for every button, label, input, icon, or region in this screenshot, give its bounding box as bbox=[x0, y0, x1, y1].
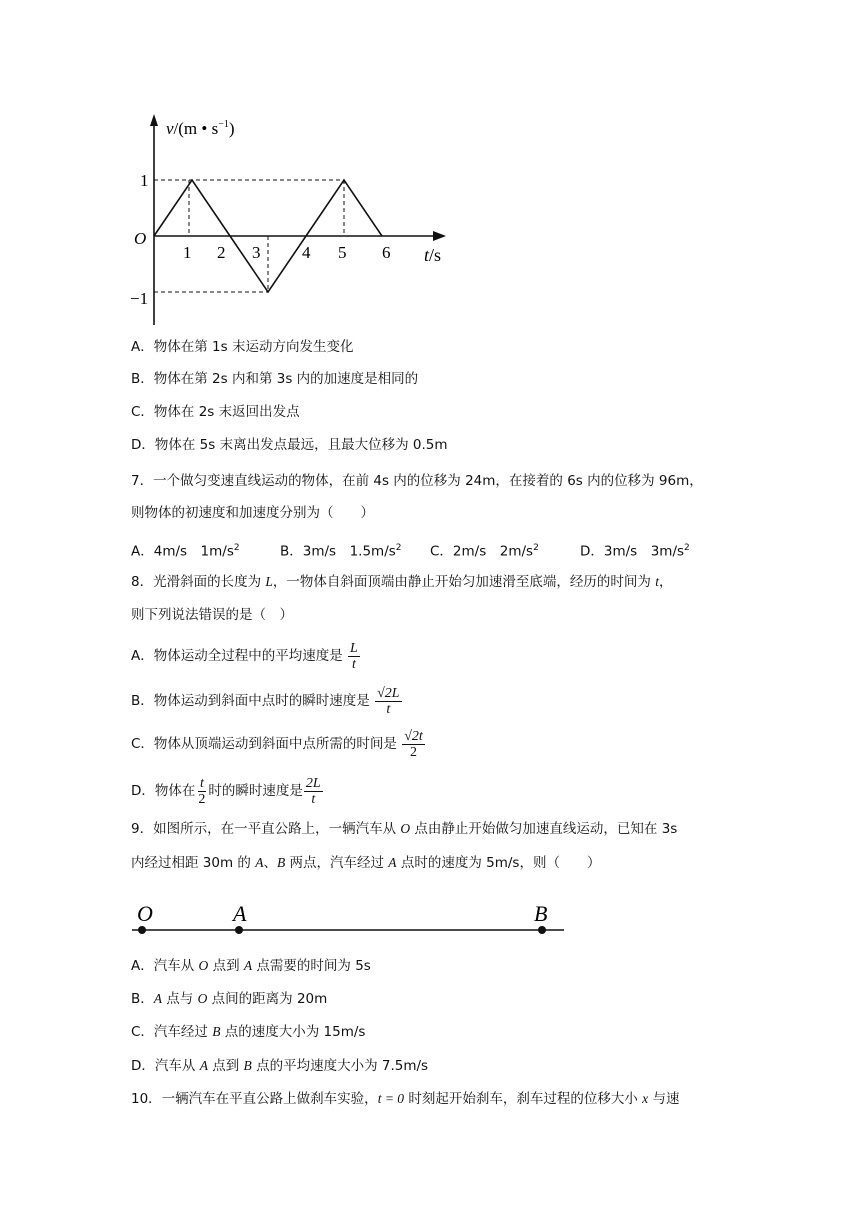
q9-stem-line1: 9．如图所示，在一平直公路上，一辆汽车从 O 点由静止开始做匀加速直线运动，已知在 3s bbox=[131, 821, 678, 837]
q6-option-c: C．物体在 2s 末返回出发点 bbox=[131, 404, 300, 420]
q9-option-b: B．A 点与 O 点间的距离为 20m bbox=[131, 991, 328, 1007]
label-b: B bbox=[534, 901, 548, 926]
q8-stem-line1: 8．光滑斜面的长度为 L，一物体自斜面顶端由静止开始匀加速滑至底端，经历的时间为 t， bbox=[131, 574, 673, 590]
q9-option-d: D．汽车从 A 点到 B 点的平均速度大小为 7.5m/s bbox=[131, 1058, 429, 1074]
q8-b-fraction: $\frac{√2L}{t}$ bbox=[377, 685, 400, 717]
q9-stem-line2: 内经过相距 30m 的 A、B 两点，汽车经过 A 点时的速度为 5m/s，则（ ） bbox=[131, 855, 601, 871]
q7-option-a: A．4m/s $1m/s^2$ bbox=[131, 543, 240, 560]
q7-option-c: C．2m/s $2m/s^2$ bbox=[430, 543, 539, 560]
x-axis-arrow bbox=[433, 231, 446, 241]
point-a bbox=[235, 926, 243, 934]
y-tick-1: 1 bbox=[140, 171, 149, 190]
q8-a-fraction: $\frac{L}{t}$ bbox=[350, 640, 358, 672]
x-tick-3: 3 bbox=[252, 243, 261, 262]
label-a: A bbox=[233, 901, 247, 926]
q7-stem-line2: 则物体的初速度和加速度分别为（ ） bbox=[131, 505, 374, 521]
q7-option-b: B．3m/s $1.5m/s^2$ bbox=[280, 543, 402, 560]
y-axis-label: v/(m • $s^{-1}$) bbox=[166, 119, 235, 138]
velocity-time-graph bbox=[120, 110, 460, 330]
y-axis-arrow bbox=[150, 114, 158, 126]
q9-option-a: A．汽车从 O 点到 A 点需要的时间为 5s bbox=[131, 958, 371, 974]
q8-d-fraction: $\frac{2L}{t}$ bbox=[305, 775, 321, 807]
q9-option-c: C．汽车经过 B 点的速度大小为 15m/s bbox=[131, 1024, 366, 1040]
q8-c-fraction: $\frac{√2t}{2}$ bbox=[404, 728, 423, 760]
x-tick-1: 1 bbox=[183, 243, 192, 262]
q8-d-time-fraction: $\frac{t}{2}$ bbox=[198, 775, 206, 807]
q6-option-b: B．物体在第 2s 内和第 3s 内的加速度是相同的 bbox=[131, 371, 419, 387]
x-axis-label: t/s bbox=[424, 245, 442, 265]
x-tick-6: 6 bbox=[382, 243, 391, 262]
road-diagram bbox=[128, 895, 578, 940]
point-b bbox=[538, 926, 546, 934]
q10-stem-line1: 10．一辆汽车在平直公路上做刹车实验，t = 0 时刻起开始刹车，刹车过程的位移大小 x 与速 bbox=[131, 1091, 680, 1107]
label-o: O bbox=[137, 901, 153, 926]
x-tick-4: 4 bbox=[302, 243, 311, 262]
q6-option-a: A．物体在第 1s 末运动方向发生变化 bbox=[131, 339, 354, 355]
x-tick-5: 5 bbox=[338, 243, 347, 262]
q8-option-c: C．物体从顶端运动到斜面中点所需的时间是 $\frac{√2t}{2}$ bbox=[131, 728, 423, 760]
q7-stem-line1: 7．一个做匀变速直线运动的物体，在前 4s 内的位移为 24m，在接着的 6s 内的位移为 96m， bbox=[131, 473, 703, 489]
q6-option-d: D．物体在 5s 末离出发点最远，且最大位移为 0.5m bbox=[131, 437, 448, 453]
q8-option-d: D．物体在 $\frac{t}{2}$ 时的瞬时速度是 $\frac{2L}{t}$ bbox=[131, 775, 321, 807]
q8-stem-line2: 则下列说法错误的是（ ） bbox=[131, 607, 293, 623]
y-tick-neg1: −1 bbox=[130, 289, 149, 308]
q7-option-d: D．3m/s $3m/s^2$ bbox=[580, 543, 690, 560]
origin-label: O bbox=[134, 229, 147, 248]
point-o bbox=[138, 926, 146, 934]
q8-option-b: B．物体运动到斜面中点时的瞬时速度是 $\frac{√2L}{t}$ bbox=[131, 685, 400, 717]
x-tick-2: 2 bbox=[217, 243, 226, 262]
q8-option-a: A．物体运动全过程中的平均速度是 $\frac{L}{t}$ bbox=[131, 640, 358, 672]
